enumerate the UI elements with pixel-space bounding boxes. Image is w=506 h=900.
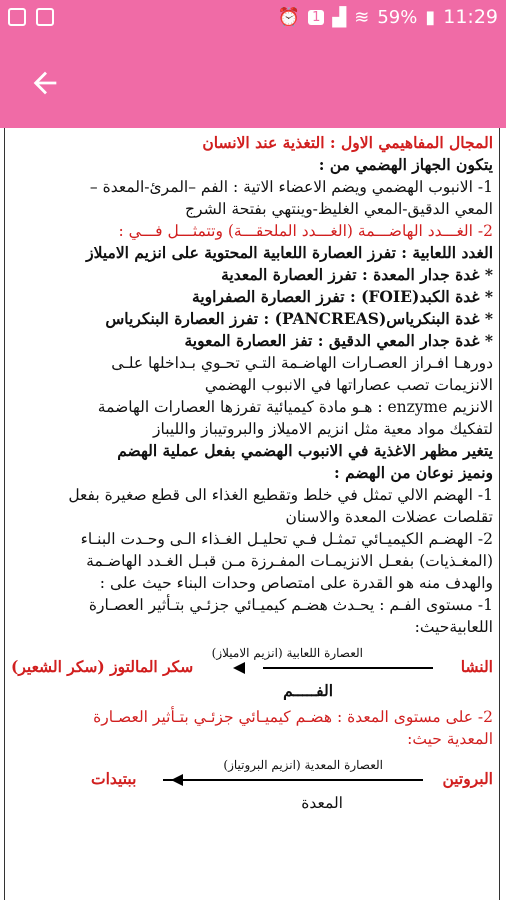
reaction-arrow — [163, 779, 423, 781]
document-lines-2 — [11, 706, 493, 750]
substrate-label: النشا — [460, 657, 493, 676]
document-line: * غدة الكبد(FOIE) : تفرز العصارة الصفراوية — [192, 287, 493, 306]
arrow-head-icon — [171, 774, 183, 786]
document-line: تقلصات عضلات المعدة والاسنان — [285, 508, 493, 526]
document-line: 2- على مستوى المعدة : هضـم كيميـائي جزئـي بتـأثير العصـارة — [93, 708, 493, 726]
location-label: المعدة — [301, 794, 343, 812]
document-line: 2- الغـــدد الهاضـــمة (الغـــدد الملحقـــة) وتتمثـــل فـــي : — [118, 222, 493, 240]
document-viewer[interactable] — [0, 128, 506, 900]
document-line: لتفكيك مواد معية مثل انزيم الاميلاز والبروتيباز والليباز — [152, 420, 493, 438]
enzyme-label: العصارة المعدية (انزيم البروتياز) — [223, 758, 383, 772]
alarm-icon: ⏰ — [277, 6, 301, 28]
location-label: الفـــــم — [283, 681, 333, 700]
product-label: سكر المالتوز (سكر الشعير) — [11, 657, 194, 676]
document-line: يتغير مظهر الاغذية في الانبوب الهضمي بفعل عملية الهضم — [117, 441, 493, 460]
document-line: المعدية حيث: — [407, 730, 493, 748]
document-line: 1- الهضم الالي تمثل في خلط وتقطيع الغذاء الى قطع صغيرة بفعل — [68, 486, 493, 504]
time: 11:29 — [443, 6, 498, 28]
signal-icon: ▟ — [332, 6, 347, 28]
wifi-icon: ≋ — [354, 6, 370, 28]
document-line: * غدة البنكرياس(PANCREAS) : تفرز العصارة البنكرياس — [105, 309, 493, 328]
arrow-head-icon — [233, 662, 245, 674]
document-lines — [11, 132, 493, 638]
document-line: ونميز نوعان من الهضم : — [333, 463, 493, 482]
document-line: الانزيم enzyme : هـو مادة كيميائية تفرزها العصارات الهاضمة — [97, 398, 493, 416]
arrow-left-icon[interactable] — [28, 66, 62, 100]
document-line: والهدف منه هو القدرة على امتصاص وحدات البناء حيث على : — [99, 574, 493, 592]
document-line: * غدة جدار المعي الدقيق : تفز العصارة المعوية — [184, 331, 493, 350]
notification-icons — [8, 8, 54, 26]
image-notification-icon — [8, 8, 26, 26]
reaction-diagram-stomach — [11, 754, 493, 814]
document-line: المعي الدقيق-المعي الغليظ-وينتهي بفتحة الشرج — [185, 200, 493, 218]
battery-percent: 59% — [377, 6, 418, 28]
document-line: يتكون الجهاز الهضمي من : — [318, 155, 493, 174]
status-bar — [0, 0, 506, 36]
reaction-diagram-mouth — [11, 642, 493, 702]
document-line: 2- الهضـم الكيميـائي تمثـل فـي تحليـل الغـذاء الـى وحـدت البنـاء — [80, 530, 493, 548]
product-label: ببتيدات — [91, 769, 137, 788]
document-line: الانزيمات تصب عصاراتها في الانبوب الهضمي — [204, 376, 493, 394]
reaction-arrow — [263, 667, 433, 669]
document-line: اللعابيةحيث: — [414, 618, 493, 636]
app-bar — [0, 36, 506, 128]
battery-icon: ▮ — [425, 6, 436, 28]
document-line: * غدة جدار المعدة : تفرز العصارة المعدية — [221, 265, 493, 284]
message-notification-icon — [36, 8, 54, 26]
enzyme-label: العصارة اللعابية (انزيم الاميلاز) — [211, 646, 363, 660]
substrate-label: البروتين — [442, 769, 493, 788]
notification-count-badge: 1 — [308, 10, 324, 25]
document-page — [4, 128, 500, 900]
document-line: المجال المفاهيمي الاول : التغذية عند الانسان — [202, 133, 493, 152]
document-line: (المغـذيات) بفعـل الانزيمـات المفـرزة مـن قبـل الغـدد الهاضـمة — [86, 552, 493, 570]
document-line: دورهـا افـراز العصـارات الهاضـمة التـي تحـوي بـداخلها علـى — [111, 354, 493, 372]
document-line: 1- الانبوب الهضمي ويضم الاعضاء الاتية : الفم –المرئ-المعدة – — [89, 178, 493, 196]
document-line: الغدد اللعابية : تفرز العصارة اللعابية المحتوية على انزيم الاميلاز — [86, 243, 493, 262]
system-status — [278, 6, 498, 28]
document-line: 1- مستوى الفـم : يحـدث هضـم كيميـائي جزئـي بتـأثير العصـارة — [88, 596, 493, 614]
